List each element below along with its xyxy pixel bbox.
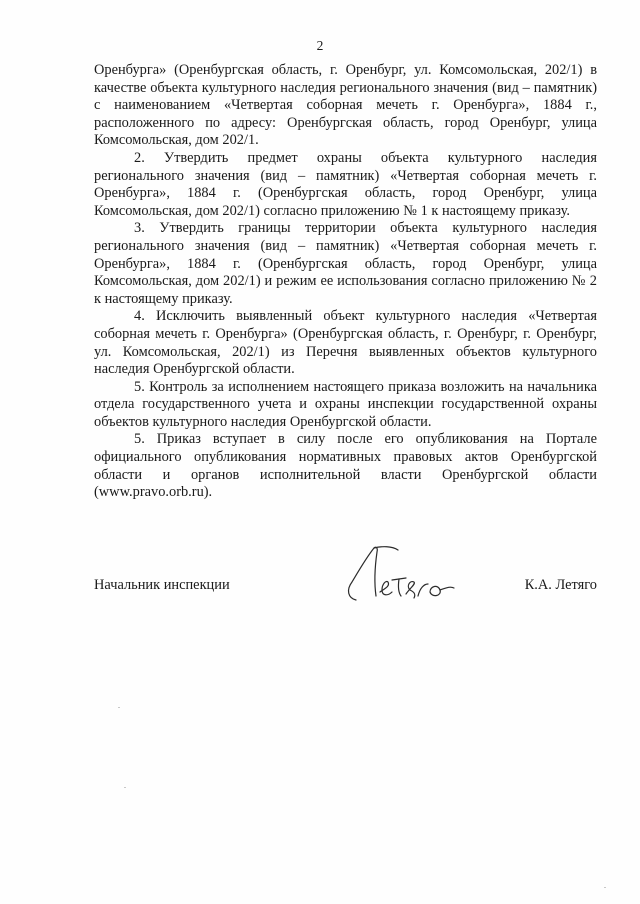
paragraph-item-4: 4. Исключить выявленный объект культурного наследия «Четвертая соборная мечеть г. Оренбурга» (Оренбургская область, г. Оренбург, г. Оренбург, ул. Комсомольская, 202/1) из Перечня выявленных объектов культурного наследия Оренбургской области. [94,308,597,378]
paragraph-item-2: 2. Утвердить предмет охраны объекта культурного наследия регионального значения (вид – памятник) «Четвертая соборная мечеть г. Оренбурга», 1884 г. (Оренбургская область, город Оренбург, улица Комсомольская, дом 202/1) согласно приложению № 1 к настоящему приказу. [94,149,597,219]
signature-block [94,568,597,608]
paragraph-item-3: 3. Утвердить границы территории объекта культурного наследия регионального значения (вид – памятник) «Четвертая соборная мечеть г. Оренбурга», 1884 г. (Оренбургская область, город Оренбург, улица Комсомольская, дом 202/1) и режим ее использования согласно приложению № 2 к настоящему приказу. [94,220,597,307]
document-body [94,62,597,502]
handwritten-signature [344,542,464,608]
paragraph-item-5-effect: 5. Приказ вступает в силу после его опубликования на Портале официального опубликования нормативных правовых актов Оренбургской области и органов исполнительной власти Оренбургской области (www.pravo.orb.ru). [94,431,597,501]
scan-speck [604,887,606,888]
scan-speck [118,707,120,708]
signatory-position: Начальник инспекции [94,577,230,593]
paragraph-item-5-control: 5. Контроль за исполнением настоящего приказа возложить на начальника отдела государственного учета и охраны инспекции государственной охраны объектов культурного наследия Оренбургской области. [94,378,597,430]
signatory-name: К.А. Летяго [524,577,597,593]
page-number: 2 [316,38,324,53]
paragraph-intro: Оренбурга» (Оренбургская область, г. Оренбург, ул. Комсомольская, 202/1) в качестве объекта культурного наследия регионального значения (вид – памятник) с наименованием «Четвертая соборная мечеть г. Оренбурга», 1884 г., расположенного по адресу: Оренбургская область, город Оренбург, улица Комсомольская, дом 202/1. [94,62,597,149]
scan-speck [124,787,126,788]
